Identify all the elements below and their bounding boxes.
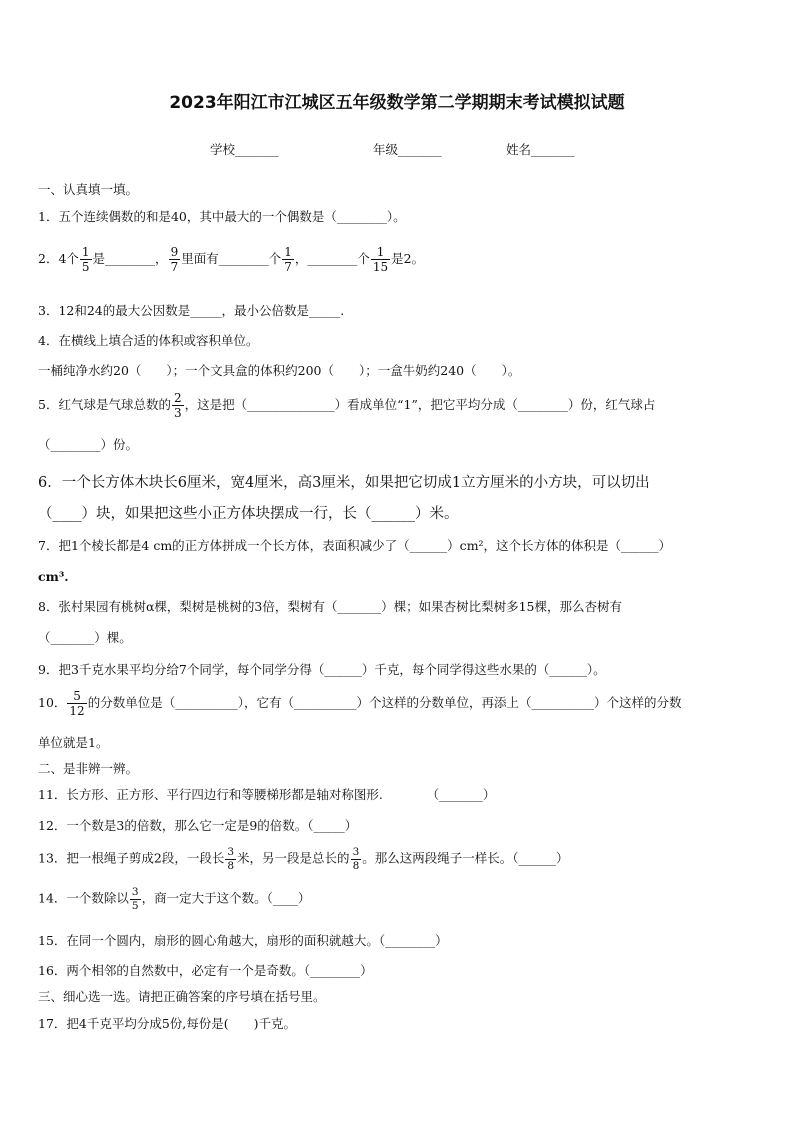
question-14: 14．一个数除以 $\frac{3}{5}$ ，商一定大于这个数。（____） bbox=[38, 886, 311, 912]
question-13: 13．把一根绳子剪成2段，一段长 $\frac{3}{8}$ 米，另一段是总长的 $\frac{3}{8}$ 。那么这两段绳子一样长。（______） bbox=[38, 846, 569, 872]
question-16: 16．两个相邻的自然数中，必定有一个是奇数。（________） bbox=[38, 963, 373, 978]
page-title: 2023年阳江市江城区五年级数学第二学期期末考试模拟试题 bbox=[169, 93, 625, 113]
question-11: 11．长方形、正方形、平行四边行和等腰梯形都是轴对称图形. （_______） bbox=[38, 787, 496, 802]
fraction: $\frac{1}{5}$ bbox=[81, 245, 90, 274]
question-6-continued: （____）块，如果把这些小正方体块摆成一行，长（______）米。 bbox=[38, 506, 459, 522]
fraction: $\frac{5}{12}$ bbox=[69, 689, 85, 718]
question-4-items: 一桶纯净水约20（ ）；一个文具盒的体积约200（ ）；一盒牛奶约240（ ）。 bbox=[38, 363, 521, 378]
question-10: 10． $\frac{5}{12}$ 的分数单位是（__________），它有（__________）个这样的分数单位，再添上（__________）个这样的分数 bbox=[38, 689, 682, 718]
fraction: $\frac{2}{3}$ bbox=[173, 391, 182, 420]
section-2-heading: 二、是非辨一辨。 bbox=[38, 761, 139, 776]
question-2: 2．4个 $\frac{1}{5}$ 是________， $\frac{9}{7}$ 里面有________个 $\frac{1}{7}$ ，________个 $\frac{1}{15}$ 是2。 bbox=[38, 245, 425, 274]
section-1-heading: 一、认真填一填。 bbox=[38, 182, 139, 197]
question-3: 3．12和24的最大公因数是_____，最小公倍数是_____. bbox=[38, 303, 345, 318]
question-1: 1．五个连续偶数的和是40，其中最大的一个偶数是（________）。 bbox=[38, 209, 406, 224]
fraction: $\frac{3}{8}$ bbox=[227, 846, 235, 872]
question-5: 5．红气球是气球总数的 $\frac{2}{3}$ ，这是把（______________）看成单位“1”，把它平均分成（________）份，红气球占 bbox=[38, 391, 656, 420]
school-field: 学校_______ bbox=[210, 142, 279, 157]
question-10-continued: 单位就是1。 bbox=[38, 735, 109, 750]
question-9: 9．把3千克水果平均分给7个同学，每个同学分得（______）千克，每个同学得这些水果的（______）。 bbox=[38, 662, 606, 677]
fraction: $\frac{9}{7}$ bbox=[170, 245, 179, 274]
fraction: $\frac{3}{5}$ bbox=[131, 886, 139, 912]
fraction: $\frac{1}{15}$ bbox=[372, 245, 389, 274]
question-15: 15．在同一个圆内，扇形的圆心角越大，扇形的面积就越大。（________） bbox=[38, 933, 448, 948]
question-17: 17．把4千克平均分成5份,每份是( )千克。 bbox=[38, 1016, 297, 1031]
question-6: 6．一个长方体木块长6厘米，宽4厘米，高3厘米，如果把它切成1立方厘米的小方块，可以切出 bbox=[38, 475, 650, 491]
question-7: 7．把1个棱长都是4 cm的正方体拼成一个长方体，表面积减少了（______）cm²，这个长方体的体积是（______） bbox=[38, 538, 672, 553]
fraction: $\frac{1}{7}$ bbox=[284, 245, 292, 274]
section-3-heading: 三、细心选一选。请把正确答案的序号填在括号里。 bbox=[38, 989, 326, 1004]
question-8-continued: （_______）棵。 bbox=[38, 630, 132, 645]
name-field: 姓名_______ bbox=[506, 142, 575, 157]
question-4: 4．在横线上填合适的体积或容积单位。 bbox=[38, 333, 259, 348]
question-8: 8．张村果园有桃树α棵，梨树是桃树的3倍，梨树有（_______）棵；如果杏树比梨树多15棵，那么杏树有 bbox=[38, 599, 623, 614]
fraction: $\frac{3}{8}$ bbox=[352, 846, 360, 872]
question-12: 12．一个数是3的倍数，那么它一定是9的倍数。（_____） bbox=[38, 818, 358, 833]
question-5-continued: （________）份。 bbox=[38, 437, 139, 452]
question-7-continued: cm³. bbox=[38, 569, 69, 584]
grade-field: 年级_______ bbox=[373, 142, 442, 157]
